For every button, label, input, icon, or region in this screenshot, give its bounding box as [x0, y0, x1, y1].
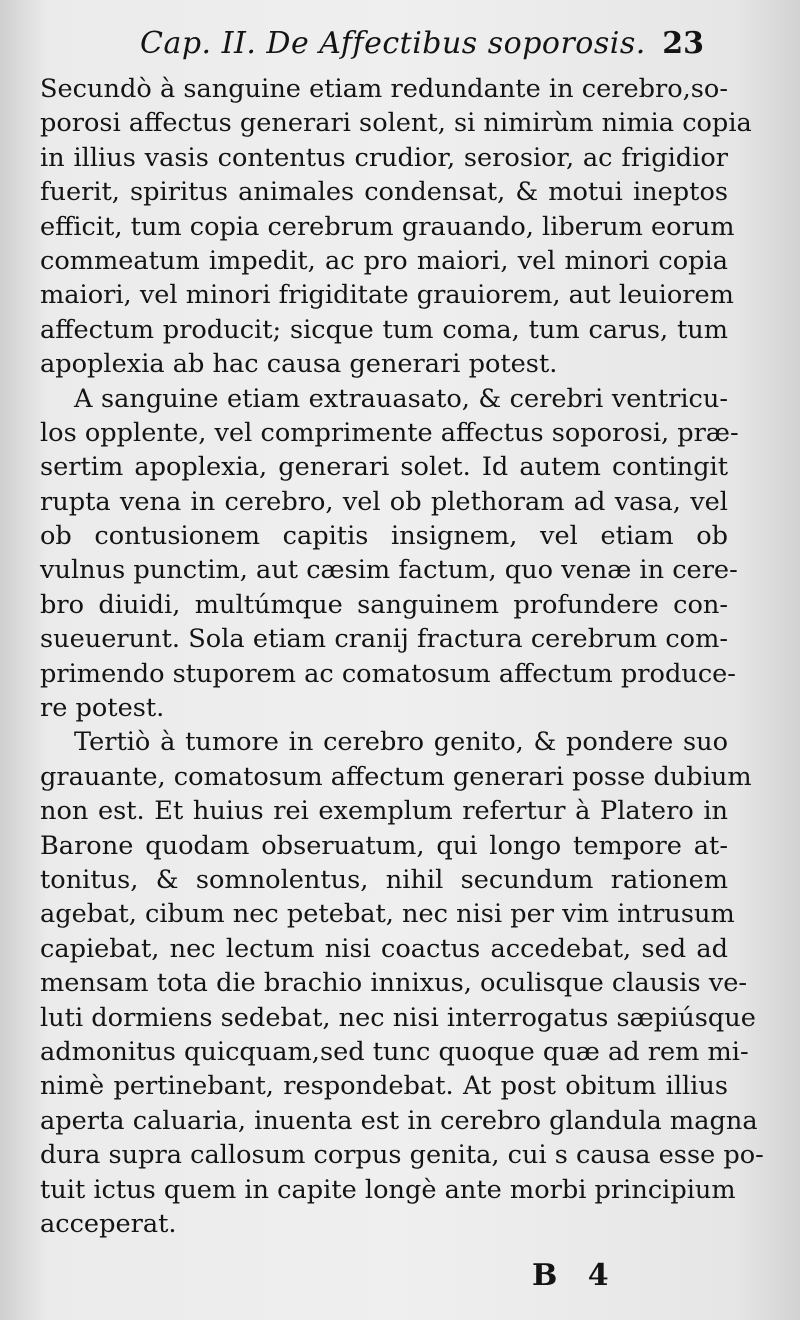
text-line: rupta vena in cerebro, vel ob plethoram ad vasa, vel: [40, 486, 728, 517]
text-line: porosi affectus generari solent, si nimirùm nimia copia: [40, 108, 752, 139]
text-line: commeatum impedit, ac pro maiori, vel minori copia: [40, 245, 728, 276]
text-line: tonitus, & somnolentus, nihil secundum rationem: [40, 864, 728, 895]
page-header: [0, 26, 800, 70]
text-line: vulnus punctim, aut cæsim factum, quo venæ in cere-: [40, 555, 738, 586]
text-line: ob contusionem capitis insignem, vel etiam ob: [40, 521, 728, 552]
text-line: mensam tota die brachio innixus, oculisque clausis ve-: [40, 968, 747, 999]
text-line: efficit, tum copia cerebrum grauando, liberum eorum: [40, 211, 735, 242]
text-line: luti dormiens sedebat, nec nisi interrogatus sæpiúsque: [40, 1002, 756, 1033]
text-line: sertim apoplexia, generari solet. Id autem contingit: [40, 452, 728, 483]
text-line: admonitus quicquam,sed tunc quoque quæ ad rem mi-: [40, 1036, 749, 1067]
text-line: bro diuidi, multúmque sanguinem profundere con-: [40, 589, 728, 620]
text-line: maiori, vel minori frigiditate grauiorem, aut leuiorem: [40, 280, 734, 311]
text-line: acceperat.: [40, 1208, 177, 1239]
text-line: nimè pertinebant, respondebat. At post obitum illius: [40, 1071, 728, 1102]
body-text: [40, 72, 764, 1241]
text-line: primendo stuporem ac comatosum affectum produce-: [40, 658, 736, 689]
text-line: non est. Et huius rei exemplum refertur à Platero in: [40, 796, 728, 827]
text-line: sueuerunt. Sola etiam cranij fractura cerebrum com-: [40, 624, 728, 655]
text-line: Barone quodam obseruatum, qui longo tempore at-: [40, 830, 728, 861]
text-line: agebat, cibum nec petebat, nec nisi per vim intrusum: [40, 899, 735, 930]
text-line: re potest.: [40, 693, 165, 724]
signature-mark: B 4: [532, 1258, 619, 1293]
text-line: dura supra callosum corpus genita, cui s causa esse po-: [40, 1140, 764, 1171]
text-line: in illius vasis contentus crudior, serosior, ac frigidior: [40, 142, 728, 173]
text-line: Secundò à sanguine etiam redundante in cerebro,so-: [40, 74, 728, 104]
running-head: Cap. II. De Affectibus soporosis.: [140, 26, 646, 61]
text-line: fuerit, spiritus animales condensat, & motui ineptos: [40, 177, 728, 208]
text-line: aperta caluaria, inuenta est in cerebro glandula magna: [40, 1105, 758, 1136]
text-line: grauante, comatosum affectum generari posse dubium: [40, 761, 752, 792]
text-line: affectum producit; sicque tum coma, tum carus, tum: [40, 314, 728, 345]
text-line: los opplente, vel comprimente affectus soporosi, præ-: [40, 417, 739, 448]
text-line: Tertiò à tumore in cerebro genito, & pondere suo: [74, 727, 728, 758]
text-line: tuit ictus quem in capite longè ante morbi principium: [40, 1174, 736, 1205]
text-line: A sanguine etiam extrauasato, & cerebri ventricu-: [74, 383, 728, 414]
page-number: 23: [662, 26, 704, 61]
text-line: capiebat, nec lectum nisi coactus accedebat, sed ad: [40, 933, 728, 964]
text-line: apoplexia ab hac causa generari potest.: [40, 349, 558, 380]
